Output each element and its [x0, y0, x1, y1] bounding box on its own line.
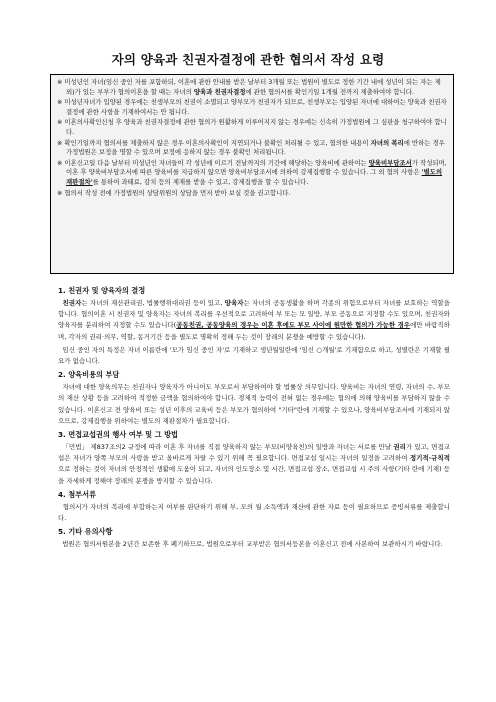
section-5-heading: 5. 기타 유의사항 [58, 527, 113, 537]
notice-item-3: ※ 이혼의사확인신청 후 양육과 친권자결정에 관한 협의가 원활하게 이루어지지 않는 경우에는 신속히 가정법원에 그 심판을 청구하여야 합니다. [57, 118, 447, 136]
section-2-heading: 2. 양육비용의 부담 [58, 370, 120, 380]
notice-item-4 [57, 139, 447, 158]
section-1-text-b: 는 자녀의 공동생활을 하며 각종의 위험으로부터 자녀를 보호하는 역할을 합니다. 협의이혼 시 친권자 및 양육자는 자녀의 복리를 우선적으로 고려하여 부 또는 모 일방, 부모 공동으로 지정할 수도 있으며, 친권자와 양육자를 분리하여 지정할 수도 있습니다( [58, 299, 450, 330]
notice-item-1-text-a: ※ 미성년인 자녀(임신 중인 자를 포함하되, 이혼에 관한 안내를 받은 날부터 3개월 또는 법원이 별도로 정한 기간 내에 성년이 되는 자는 제외)가 있는 부부가 협의이혼을 할 때는 자녀의 [57, 78, 441, 96]
section-2-paragraph-1 [58, 382, 450, 427]
notice-item-4-bold: 자녀의 복리 [370, 138, 404, 147]
notice-item-5-text-a: ※ 이혼신고일 다음 날부터 미성년인 자녀들이 각 성년에 이르기 전날까지의 기간에 해당하는 양육비에 관하여는 [57, 158, 369, 167]
section-1-text-a: 는 자녀의 재산관리권, 법률행위대리권 등이 있고, [81, 299, 225, 307]
document-title: 자의 양육과 친권자결정에 관한 협의서 작성 요령 [111, 52, 385, 67]
notice-item-5-text-b: 가 작성되며, 이혼 후 양육비부담조서에 따른 양육비를 지급하지 않으면 양육비부담조서에 의하여 강제집행할 수 있습니다. 그 외 협의 사항은 [66, 158, 447, 177]
section-3-text-a: 「민법」 제837조의2 규정에 따라 이혼 후 자녀를 직접 양육하지 않는 부모(비양육친)의 일방과 자녀는 서로를 만날 [62, 443, 394, 452]
section-3-paragraph-1 [58, 442, 450, 487]
section-1-heading: 1. 친권자 및 양육자의 결정 [58, 286, 146, 295]
notice-item-1 [57, 78, 447, 97]
notice-item-5-bold: 양육비부담조서 [368, 158, 412, 167]
notice-item-2: ※ 미성년자녀가 입양된 경우에는 친생부모의 친권이 소멸되고 양부모가 친권자가 되므로, 친생부모는 입양된 자녀에 대하여는 양육과 친권자결정에 관한 사항을 기재하여서는 안 됩니다. [57, 98, 447, 116]
section-3-bold-1: 권리 [393, 443, 406, 452]
section-3-heading: 3. 면접교섭권의 행사 여부 및 그 방법 [58, 430, 178, 440]
section-1-bold-2: 양육자 [224, 299, 244, 307]
section-5-paragraph-1 [58, 539, 450, 550]
notice-item-5-text-c: 를 통하여 과태료, 감치 등의 제재를 받을 수 있고, 강제집행을 할 수 있습니다. [92, 177, 309, 186]
document-body [58, 283, 450, 552]
section-4-paragraph-1-text: 협의서가 자녀의 복리에 부합하는지 여부를 판단하기 위해 부, 모의 월 소득액과 재산에 관한 자료 등이 필요하므로 증빙서류를 제출합니다. [58, 502, 450, 523]
section-4-heading: 4. 첨부서류 [58, 489, 97, 499]
notice-item-5-bold-2: '별도의 재판절차' [66, 168, 443, 186]
section-4-paragraph-1 [58, 502, 450, 524]
notice-item-6: ※ 협의서 작성 전에 가정법원의 상담위원의 상담을 먼저 받아 보실 것을 권고합니다. [57, 188, 291, 197]
section-1-paragraph-2 [58, 345, 450, 367]
section-3-text-b: 가 있고, 면접교섭은 자녀가 양쪽 부모의 사랑을 받고 올바르게 자랄 수 있기 위해 꼭 필요합니다. 면접교섭 일시는 자녀의 일정을 고려하여 [58, 443, 451, 463]
notice-item-4-text-b: 에 반하는 경우 가정법원은 보정을 명할 수 있으며 보정에 응하지 않는 경우 불확인 처리됩니다. [66, 138, 445, 157]
notice-item-1-text-b: 에 관한 협의서를 확인기일 1개월 전까지 제출하여야 합니다. [245, 87, 414, 96]
section-5-paragraph-1-text: 법원은 협의서원본을 2년간 보존한 후 폐기하므로, 법원으로부터 교부받은 협의서등본을 이혼신고 전에 사본하여 보관하시기 바랍니다. [62, 540, 443, 549]
section-1-paragraph-2-text: 임신 중인 자의 특정은 자녀 이름란에 '모가 임신 중인 자'로 기재하고 생년월일란에 '임신 ○개월'로 기재함으로 하고, 성별란은 기재할 필요가 없습니다. [58, 345, 450, 366]
notice-item-1-bold: 양육과 친권자결정 [193, 87, 246, 96]
section-2-paragraph-1-text: 자녀에 대한 양육의무는 친권자나 양육자가 아니어도 부모로서 부담하여야 할 법률상 의무입니다. 양육비는 자녀의 연령, 자녀의 수, 부모의 재산 상황 등을 고려하여 적정한 금액을 협의하여야 합니다. 경제적 능력이 전혀 없는 경우에는 협의에 의해 양육비를 부담하지 않을 수 있습니다. 이혼신고 전 양육비 또는 성년 이후의 교육비 등은 부모가 협의하여 "기타"란에 기재할 수 있으나, 양육비부담조서에 기재되지 않으므로, 강제집행을 위하여는 별도의 재판절차가 필요합니다. [58, 383, 450, 425]
section-1-paragraph-1 [58, 298, 450, 343]
section-1-bold-underline: 공동친권, 공동양육의 경우는 이혼 후에도 부모 사이에 원만한 협의가 가능한 경우 [176, 321, 411, 330]
notice-box [50, 74, 454, 274]
notice-item-4-text-a: ※ 확인기일까지 협의서를 제출하지 않은 경우 이혼의사확인이 지연되거나 불확인 처리될 수 있고, 협의한 내용이 [57, 138, 371, 147]
notice-item-5 [57, 159, 447, 188]
section-1-text-c: 에만 바람직하며, 각자의 권리·의무, 역할, 동거기간 등을 별도로 명확히 정해 두는 것이 장래의 분쟁을 예방할 수 있습니다). [58, 321, 450, 341]
section-3-bold-2: 정기적·규칙적 [409, 454, 450, 463]
section-1-bold-1: 친권자 [62, 299, 82, 307]
section-3-text-c: 으로 정하는 것이 자녀의 안정적인 생활에 도움이 되고, 자녀의 인도장소 및 시간, 면접교섭 장소, 면접교섭 시 주의 사항(기타 란에 기재) 등을 자세하게 정해야 장래의 분쟁을 방지할 수 있습니다. [58, 465, 450, 485]
